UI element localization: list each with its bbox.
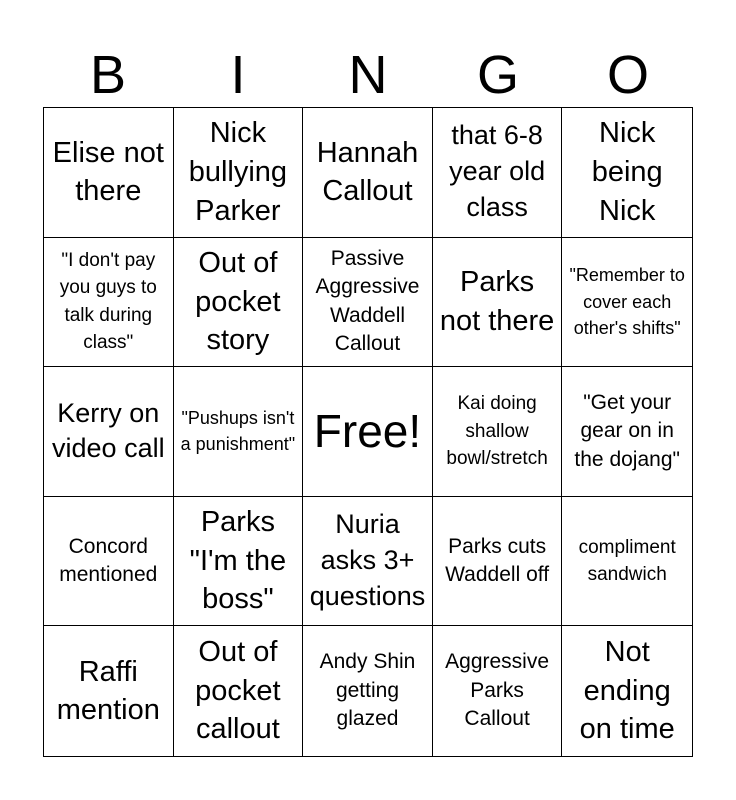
bingo-cell[interactable] [562,626,692,756]
bingo-cell[interactable] [303,626,433,756]
cell-text: Out of pocket story [195,247,281,357]
cell-text: "Remember to cover each other's shifts" [569,264,685,339]
cell-text: Elise not there [52,136,164,208]
cell-text: Aggressive Parks Callout [445,650,550,731]
bingo-cell[interactable] [44,108,174,238]
cell-text: "Pushups isn't a punishment" [180,407,296,455]
header-letter-n: N [348,45,388,105]
bingo-cell[interactable] [562,367,692,497]
cell-text: Passive Aggressive Waddell Callout [315,246,420,356]
cell-text: Nuria asks 3+ questions [309,509,426,612]
cell-text: Nick being Nick [591,117,663,227]
bingo-cell[interactable] [303,497,433,627]
cell-text: Andy Shin getting glazed [319,650,416,731]
cell-text: Not ending on time [579,636,675,746]
bingo-cell[interactable] [174,626,304,756]
bingo-cell[interactable] [562,238,692,368]
cell-text: compliment sandwich [578,536,676,586]
bingo-cell[interactable] [433,238,563,368]
bingo-cell[interactable] [303,108,433,238]
bingo-cell[interactable] [174,367,304,497]
bingo-cell[interactable] [44,497,174,627]
cell-text: Concord mentioned [59,534,158,587]
bingo-cell[interactable] [44,367,174,497]
cell-text: Kerry on video call [52,397,165,464]
bingo-cell[interactable] [562,108,692,238]
cell-text: "Get your gear on in the dojang" [574,390,680,471]
header-letter-g: G [476,45,519,105]
cell-text: Parks not there [439,266,555,337]
cell-text: that 6-8 year old class [449,120,546,223]
cell-text: "I don't pay you guys to talk during class" [59,249,157,354]
bingo-cell[interactable] [174,238,304,368]
bingo-cell[interactable] [562,497,692,627]
bingo-cell[interactable] [174,108,304,238]
bingo-cell[interactable] [303,238,433,368]
free-space-cell[interactable] [303,367,433,497]
bingo-cell[interactable] [174,497,304,627]
cell-text: Raffi mention [56,655,160,727]
header-letter-i: I [230,45,246,105]
cell-text: Free! [313,405,422,458]
cell-text: Kai doing shallow bowl/stretch [446,393,548,470]
cell-text: Out of pocket callout [195,636,281,746]
bingo-cell[interactable] [433,108,563,238]
bingo-cell[interactable] [44,626,174,756]
header-letter-b: B [89,45,127,105]
header-letter-o: O [606,45,649,105]
cell-text: Nick bullying Parker [188,117,288,227]
bingo-cell[interactable] [433,367,563,497]
bingo-header [43,42,693,108]
cell-text: Parks cuts Waddell off [445,534,550,587]
bingo-cell[interactable] [433,497,563,627]
bingo-cell[interactable] [433,626,563,756]
bingo-grid [43,107,693,757]
bingo-cell[interactable] [44,238,174,368]
cell-text: Hannah Callout [316,136,419,208]
cell-text: Parks "I'm the boss" [189,506,287,616]
